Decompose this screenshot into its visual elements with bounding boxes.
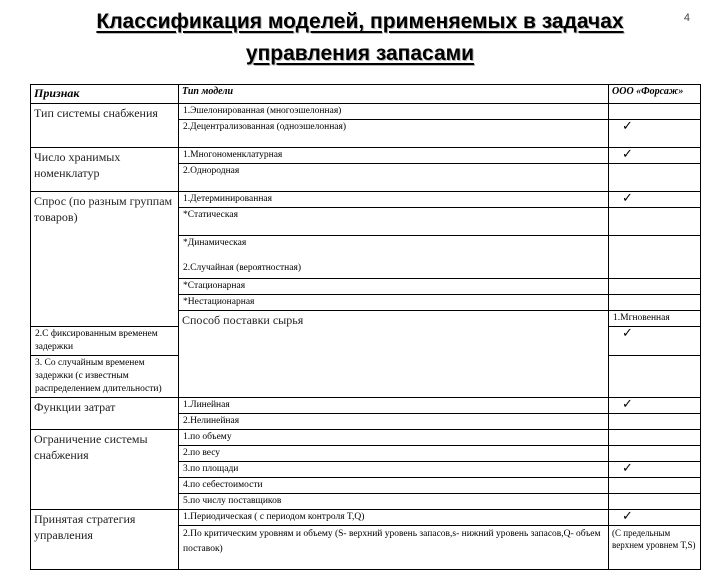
model-cell: 1.Эшелонированная (многоэшелонная) — [179, 104, 609, 120]
model-cell: 2.по весу — [179, 446, 609, 462]
company-cell — [609, 478, 701, 494]
classification-table — [30, 84, 701, 570]
company-cell — [609, 192, 701, 208]
page-number: 4 — [683, 12, 690, 24]
company-cell — [609, 398, 701, 414]
model-cell: 1.Линейная — [179, 398, 609, 414]
model-cell-combined — [179, 236, 609, 279]
company-cell — [609, 327, 701, 356]
check-mark-icon: ✓ — [622, 119, 633, 134]
attribute-supply-system-type: Тип системы снабжения — [31, 104, 179, 148]
attribute-supply-constraints: Ограничение системы снабжения — [31, 430, 179, 510]
company-cell — [609, 494, 701, 510]
company-cell — [609, 236, 701, 279]
model-cell: *Нестационарная — [179, 295, 609, 311]
slide-title — [40, 6, 680, 70]
model-cell: *Стационарная — [179, 279, 609, 295]
title-line-2: управления запасами — [245, 42, 475, 65]
attribute-delivery-method: Способ поставки сырья — [179, 311, 609, 398]
model-cell: 1.Детерминированная — [179, 192, 609, 208]
company-cell — [609, 510, 701, 526]
company-cell — [609, 164, 701, 192]
company-cell — [609, 356, 701, 398]
model-cell: 1.Мгновенная — [609, 311, 701, 327]
model-cell: *Статическая — [179, 208, 609, 236]
check-mark-icon: ✓ — [622, 509, 633, 524]
attribute-stored-nomenclature-count: Число хранимых номенклатур — [31, 148, 179, 192]
model-cell: 1.по объему — [179, 430, 609, 446]
model-random: 2.Случайная (вероятностная) — [183, 263, 301, 273]
table-row — [31, 510, 701, 526]
company-cell — [609, 208, 701, 236]
attribute-cost-functions: Функции затрат — [31, 398, 179, 430]
check-mark-icon: ✓ — [622, 326, 633, 341]
check-mark-icon: ✓ — [622, 397, 633, 412]
model-cell: 3.по площади — [179, 462, 609, 478]
column-header-model-type: Тип модели — [179, 85, 609, 104]
column-header-company: ООО «Форсаж» — [609, 85, 701, 104]
company-cell — [609, 295, 701, 311]
company-cell — [609, 148, 701, 164]
title-line-1: Классификация моделей, применяемых в задачах — [96, 10, 624, 33]
company-cell — [609, 414, 701, 430]
table-row — [31, 148, 701, 164]
model-cell: 2.По критическим уровням и объему (S- верхний уровень запасов,s- нижний уровень запасов,Q- объем поставок) — [179, 526, 609, 570]
company-cell — [609, 279, 701, 295]
attribute-demand: Спрос (по разным группам товаров) — [31, 192, 179, 327]
column-header-attribute: Признак — [31, 85, 179, 104]
check-mark-icon: ✓ — [622, 147, 633, 162]
company-cell — [609, 526, 701, 570]
check-mark-icon: ✓ — [622, 191, 633, 206]
company-cell — [609, 446, 701, 462]
model-cell: 5.по числу поставщиков — [179, 494, 609, 510]
model-dynamic: *Динамическая — [183, 238, 247, 248]
table-row — [31, 430, 701, 446]
model-cell: 2.Децентрализованная (одноэшелонная) — [179, 120, 609, 148]
model-cell: 3. Со случайным временем задержки (с известным распределением длительности) — [31, 356, 179, 398]
company-note: (С предельным верхнем уровнем T,S) — [612, 528, 696, 550]
company-cell — [609, 462, 701, 478]
header-row — [31, 85, 701, 104]
model-cell: 2.С фиксированным временем задержки — [31, 327, 179, 356]
model-cell: 2.Нелинейная — [179, 414, 609, 430]
table-row — [31, 192, 701, 208]
model-cell: 1.Периодическая ( с периодом контроля T,Q) — [179, 510, 609, 526]
table-row — [31, 398, 701, 414]
company-cell — [609, 430, 701, 446]
company-cell — [609, 120, 701, 148]
model-cell: 4.по себестоимости — [179, 478, 609, 494]
table-row — [31, 104, 701, 120]
company-cell — [609, 104, 701, 120]
model-cell: 1.Многономенклатурная — [179, 148, 609, 164]
attribute-management-strategy: Принятая стратегия управления — [31, 510, 179, 570]
model-cell: 2.Однородная — [179, 164, 609, 192]
check-mark-icon: ✓ — [622, 461, 633, 476]
